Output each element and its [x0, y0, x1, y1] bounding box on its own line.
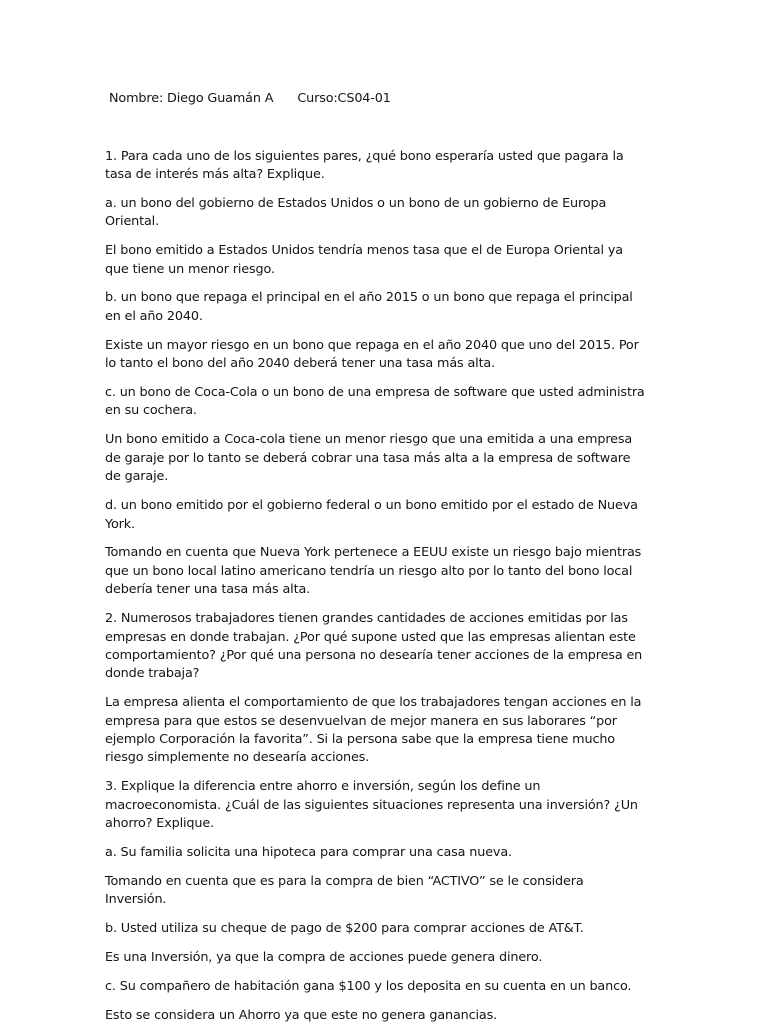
answer-3b: Es una Inversión, ya que la compra de acciones puede genera dinero.	[105, 950, 543, 966]
question-1b: b. un bono que repaga el principal en el año 2015 o un bono que repaga el principal en el año 2040.	[105, 290, 633, 324]
answer-1d: Tomando en cuenta que Nueva York pertenece a EEUU existe un riesgo bajo mientras que un bono local latino americano tendría un riesgo alto por lo tanto del bono local debería tener una tasa más alta.	[105, 545, 642, 598]
answer-3c: Esto se considera un Ahorro ya que este no genera ganancias.	[105, 1008, 498, 1024]
answer-1b: Existe un mayor riesgo en un bono que repaga en el año 2040 que uno del 2015. Por lo tanto el bono del año 2040 deberá tener una tasa más alta.	[105, 337, 639, 372]
question-2: 2. Numerosos trabajadores tienen grandes cantidades de acciones emitidas por las empresas en donde trabajan. ¿Por qué supone usted que las empresas alientan este comportamiento? ¿Por qué una persona no desearía tener acciones de la empresa en donde trabaja?	[105, 611, 643, 682]
course-code: Curso:CS04-01	[297, 91, 391, 106]
answer-3a: Tomando en cuenta que es para la compra de bien “ACTIVO” se le considera Inversión.	[105, 874, 584, 908]
question-3a: a. Su familia solicita una hipoteca para comprar una casa nueva.	[105, 845, 512, 861]
question-3b: b. Usted utiliza su cheque de pago de $200 para comprar acciones de AT&T.	[105, 921, 584, 937]
document-body	[105, 148, 645, 1036]
document-header	[109, 91, 391, 106]
question-1: 1. Para cada uno de los siguientes pares, ¿qué bono esperaría usted que pagara la tasa de interés más alta? Explique.	[105, 149, 624, 183]
question-1c: c. un bono de Coca-Cola o un bono de una empresa de software que usted administra en su cochera.	[105, 385, 645, 419]
answer-2: La empresa alienta el comportamiento de que los trabajadores tengan acciones en la empresa para que estos se desenvuelvan de mejor manera en sus laborares “por ejemplo Corporación la favorita”. Si la persona sabe que la empresa tiene mucho riesgo simplemente no desearía acciones.	[105, 695, 642, 766]
answer-1a: El bono emitido a Estados Unidos tendría menos tasa que el de Europa Oriental ya que tiene un menor riesgo.	[105, 243, 623, 277]
question-1d: d. un bono emitido por el gobierno federal o un bono emitido por el estado de Nueva York.	[105, 498, 638, 532]
student-name: Nombre: Diego Guamán A	[109, 91, 274, 106]
answer-1c: Un bono emitido a Coca-cola tiene un menor riesgo que una emitida a una empresa de garaje por lo tanto se deberá cobrar una tasa más alta a la empresa de software de garaje.	[105, 432, 633, 485]
question-3: 3. Explique la diferencia entre ahorro e inversión, según los define un macroeconomista. ¿Cuál de las siguientes situaciones representa una inversión? ¿Un ahorro? Explique.	[105, 779, 638, 832]
question-3c: c. Su compañero de habitación gana $100 y los deposita en su cuenta en un banco.	[105, 979, 632, 995]
question-1a: a. un bono del gobierno de Estados Unidos o un bono de un gobierno de Europa Oriental.	[105, 195, 607, 230]
